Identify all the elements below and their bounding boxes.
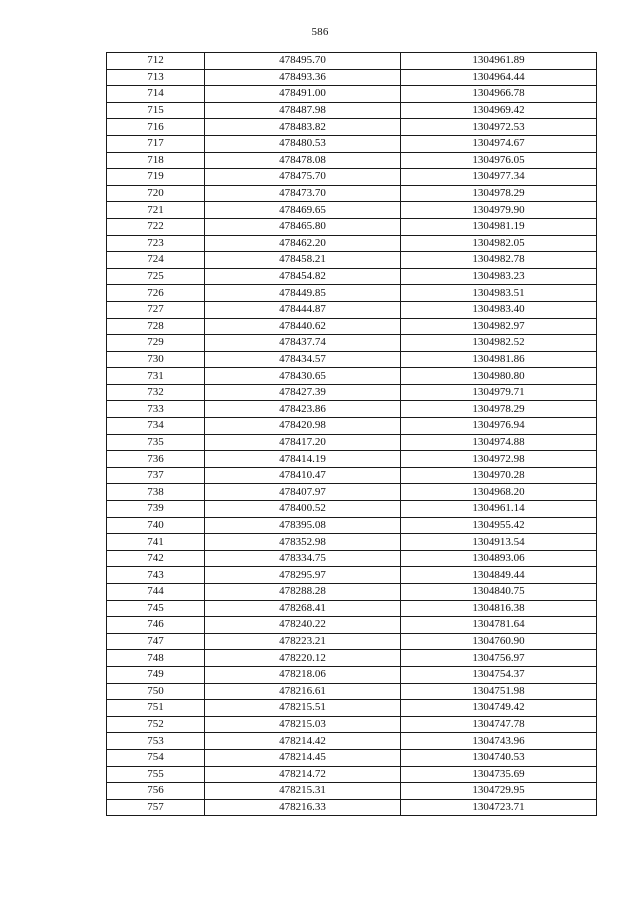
table-row	[107, 517, 597, 534]
y-coordinate-cell: 1304978.29	[401, 185, 597, 202]
point-number-cell: 741	[107, 534, 205, 551]
y-coordinate-cell: 1304816.38	[401, 600, 597, 617]
table-row	[107, 451, 597, 468]
x-coordinate-cell: 478400.52	[205, 501, 401, 518]
table-row	[107, 434, 597, 451]
x-coordinate-cell: 478444.87	[205, 301, 401, 318]
x-coordinate-cell: 478420.98	[205, 418, 401, 435]
x-coordinate-cell: 478493.36	[205, 69, 401, 86]
table-row	[107, 135, 597, 152]
y-coordinate-cell: 1304982.78	[401, 252, 597, 269]
table-row	[107, 202, 597, 219]
y-coordinate-cell: 1304743.96	[401, 733, 597, 750]
point-number-cell: 729	[107, 335, 205, 352]
x-coordinate-cell: 478216.61	[205, 683, 401, 700]
y-coordinate-cell: 1304723.71	[401, 799, 597, 816]
table-row	[107, 766, 597, 783]
y-coordinate-cell: 1304781.64	[401, 617, 597, 634]
x-coordinate-cell: 478430.65	[205, 368, 401, 385]
y-coordinate-cell: 1304735.69	[401, 766, 597, 783]
point-number-cell: 718	[107, 152, 205, 169]
table-row	[107, 268, 597, 285]
x-coordinate-cell: 478458.21	[205, 252, 401, 269]
x-coordinate-cell: 478495.70	[205, 53, 401, 70]
y-coordinate-cell: 1304983.40	[401, 301, 597, 318]
x-coordinate-cell: 478214.42	[205, 733, 401, 750]
x-coordinate-cell: 478395.08	[205, 517, 401, 534]
table-row	[107, 484, 597, 501]
point-number-cell: 719	[107, 169, 205, 186]
table-row	[107, 301, 597, 318]
table-row	[107, 617, 597, 634]
y-coordinate-cell: 1304729.95	[401, 783, 597, 800]
table-row	[107, 335, 597, 352]
point-number-cell: 756	[107, 783, 205, 800]
point-number-cell: 734	[107, 418, 205, 435]
table-row	[107, 650, 597, 667]
coordinates-table-body	[107, 53, 597, 816]
x-coordinate-cell: 478480.53	[205, 135, 401, 152]
point-number-cell: 740	[107, 517, 205, 534]
x-coordinate-cell: 478434.57	[205, 351, 401, 368]
table-row	[107, 384, 597, 401]
point-number-cell: 725	[107, 268, 205, 285]
table-row	[107, 749, 597, 766]
x-coordinate-cell: 478334.75	[205, 550, 401, 567]
point-number-cell: 714	[107, 86, 205, 103]
point-number-cell: 755	[107, 766, 205, 783]
table-row	[107, 169, 597, 186]
table-row	[107, 633, 597, 650]
point-number-cell: 717	[107, 135, 205, 152]
table-row	[107, 235, 597, 252]
y-coordinate-cell: 1304893.06	[401, 550, 597, 567]
table-row	[107, 218, 597, 235]
point-number-cell: 752	[107, 716, 205, 733]
y-coordinate-cell: 1304978.29	[401, 401, 597, 418]
table-row	[107, 683, 597, 700]
table-row	[107, 252, 597, 269]
y-coordinate-cell: 1304840.75	[401, 584, 597, 601]
point-number-cell: 727	[107, 301, 205, 318]
table-row	[107, 467, 597, 484]
point-number-cell: 739	[107, 501, 205, 518]
x-coordinate-cell: 478220.12	[205, 650, 401, 667]
point-number-cell: 749	[107, 666, 205, 683]
table-row	[107, 716, 597, 733]
table-row	[107, 185, 597, 202]
y-coordinate-cell: 1304749.42	[401, 700, 597, 717]
y-coordinate-cell: 1304979.71	[401, 384, 597, 401]
point-number-cell: 722	[107, 218, 205, 235]
table-row	[107, 600, 597, 617]
x-coordinate-cell: 478268.41	[205, 600, 401, 617]
y-coordinate-cell: 1304756.97	[401, 650, 597, 667]
point-number-cell: 745	[107, 600, 205, 617]
page-number: 586	[311, 26, 329, 38]
point-number-cell: 716	[107, 119, 205, 136]
point-number-cell: 726	[107, 285, 205, 302]
point-number-cell: 744	[107, 584, 205, 601]
point-number-cell: 720	[107, 185, 205, 202]
point-number-cell: 753	[107, 733, 205, 750]
point-number-cell: 728	[107, 318, 205, 335]
point-number-cell: 724	[107, 252, 205, 269]
x-coordinate-cell: 478491.00	[205, 86, 401, 103]
point-number-cell: 736	[107, 451, 205, 468]
table-row	[107, 401, 597, 418]
x-coordinate-cell: 478215.51	[205, 700, 401, 717]
x-coordinate-cell: 478288.28	[205, 584, 401, 601]
x-coordinate-cell: 478215.03	[205, 716, 401, 733]
y-coordinate-cell: 1304980.80	[401, 368, 597, 385]
x-coordinate-cell: 478449.85	[205, 285, 401, 302]
y-coordinate-cell: 1304970.28	[401, 467, 597, 484]
point-number-cell: 754	[107, 749, 205, 766]
x-coordinate-cell: 478469.65	[205, 202, 401, 219]
table-row	[107, 285, 597, 302]
point-number-cell: 715	[107, 102, 205, 119]
y-coordinate-cell: 1304961.14	[401, 501, 597, 518]
table-row	[107, 418, 597, 435]
coordinates-table	[106, 52, 597, 816]
point-number-cell: 723	[107, 235, 205, 252]
x-coordinate-cell: 478423.86	[205, 401, 401, 418]
point-number-cell: 732	[107, 384, 205, 401]
y-coordinate-cell: 1304976.94	[401, 418, 597, 435]
x-coordinate-cell: 478407.97	[205, 484, 401, 501]
x-coordinate-cell: 478473.70	[205, 185, 401, 202]
y-coordinate-cell: 1304849.44	[401, 567, 597, 584]
y-coordinate-cell: 1304983.23	[401, 268, 597, 285]
y-coordinate-cell: 1304974.67	[401, 135, 597, 152]
y-coordinate-cell: 1304747.78	[401, 716, 597, 733]
point-number-cell: 721	[107, 202, 205, 219]
y-coordinate-cell: 1304982.52	[401, 335, 597, 352]
x-coordinate-cell: 478215.31	[205, 783, 401, 800]
x-coordinate-cell: 478487.98	[205, 102, 401, 119]
y-coordinate-cell: 1304979.90	[401, 202, 597, 219]
y-coordinate-cell: 1304751.98	[401, 683, 597, 700]
y-coordinate-cell: 1304740.53	[401, 749, 597, 766]
x-coordinate-cell: 478352.98	[205, 534, 401, 551]
table-row	[107, 102, 597, 119]
point-number-cell: 747	[107, 633, 205, 650]
x-coordinate-cell: 478437.74	[205, 335, 401, 352]
table-row	[107, 53, 597, 70]
x-coordinate-cell: 478295.97	[205, 567, 401, 584]
table-row	[107, 86, 597, 103]
x-coordinate-cell: 478462.20	[205, 235, 401, 252]
point-number-cell: 712	[107, 53, 205, 70]
y-coordinate-cell: 1304964.44	[401, 69, 597, 86]
y-coordinate-cell: 1304983.51	[401, 285, 597, 302]
point-number-cell: 743	[107, 567, 205, 584]
x-coordinate-cell: 478417.20	[205, 434, 401, 451]
y-coordinate-cell: 1304974.88	[401, 434, 597, 451]
y-coordinate-cell: 1304754.37	[401, 666, 597, 683]
table-row	[107, 368, 597, 385]
y-coordinate-cell: 1304981.19	[401, 218, 597, 235]
x-coordinate-cell: 478427.39	[205, 384, 401, 401]
y-coordinate-cell: 1304969.42	[401, 102, 597, 119]
x-coordinate-cell: 478440.62	[205, 318, 401, 335]
y-coordinate-cell: 1304913.54	[401, 534, 597, 551]
point-number-cell: 737	[107, 467, 205, 484]
point-number-cell: 748	[107, 650, 205, 667]
point-number-cell: 757	[107, 799, 205, 816]
table-row	[107, 799, 597, 816]
table-row	[107, 550, 597, 567]
x-coordinate-cell: 478465.80	[205, 218, 401, 235]
x-coordinate-cell: 478214.45	[205, 749, 401, 766]
point-number-cell: 733	[107, 401, 205, 418]
point-number-cell: 750	[107, 683, 205, 700]
table-row	[107, 783, 597, 800]
y-coordinate-cell: 1304961.89	[401, 53, 597, 70]
y-coordinate-cell: 1304977.34	[401, 169, 597, 186]
y-coordinate-cell: 1304955.42	[401, 517, 597, 534]
y-coordinate-cell: 1304981.86	[401, 351, 597, 368]
point-number-cell: 730	[107, 351, 205, 368]
x-coordinate-cell: 478475.70	[205, 169, 401, 186]
point-number-cell: 751	[107, 700, 205, 717]
x-coordinate-cell: 478483.82	[205, 119, 401, 136]
point-number-cell: 742	[107, 550, 205, 567]
y-coordinate-cell: 1304982.05	[401, 235, 597, 252]
table-row	[107, 733, 597, 750]
table-row	[107, 666, 597, 683]
table-row	[107, 351, 597, 368]
x-coordinate-cell: 478223.21	[205, 633, 401, 650]
y-coordinate-cell: 1304760.90	[401, 633, 597, 650]
table-row	[107, 534, 597, 551]
table-row	[107, 152, 597, 169]
table-row	[107, 584, 597, 601]
x-coordinate-cell: 478218.06	[205, 666, 401, 683]
point-number-cell: 746	[107, 617, 205, 634]
x-coordinate-cell: 478240.22	[205, 617, 401, 634]
x-coordinate-cell: 478216.33	[205, 799, 401, 816]
x-coordinate-cell: 478214.72	[205, 766, 401, 783]
table-row	[107, 501, 597, 518]
table-row	[107, 318, 597, 335]
table-row	[107, 567, 597, 584]
y-coordinate-cell: 1304966.78	[401, 86, 597, 103]
point-number-cell: 735	[107, 434, 205, 451]
y-coordinate-cell: 1304972.98	[401, 451, 597, 468]
point-number-cell: 713	[107, 69, 205, 86]
y-coordinate-cell: 1304972.53	[401, 119, 597, 136]
y-coordinate-cell: 1304976.05	[401, 152, 597, 169]
y-coordinate-cell: 1304982.97	[401, 318, 597, 335]
x-coordinate-cell: 478478.08	[205, 152, 401, 169]
table-row	[107, 700, 597, 717]
point-number-cell: 738	[107, 484, 205, 501]
x-coordinate-cell: 478410.47	[205, 467, 401, 484]
point-number-cell: 731	[107, 368, 205, 385]
x-coordinate-cell: 478454.82	[205, 268, 401, 285]
y-coordinate-cell: 1304968.20	[401, 484, 597, 501]
table-row	[107, 119, 597, 136]
table-row	[107, 69, 597, 86]
x-coordinate-cell: 478414.19	[205, 451, 401, 468]
